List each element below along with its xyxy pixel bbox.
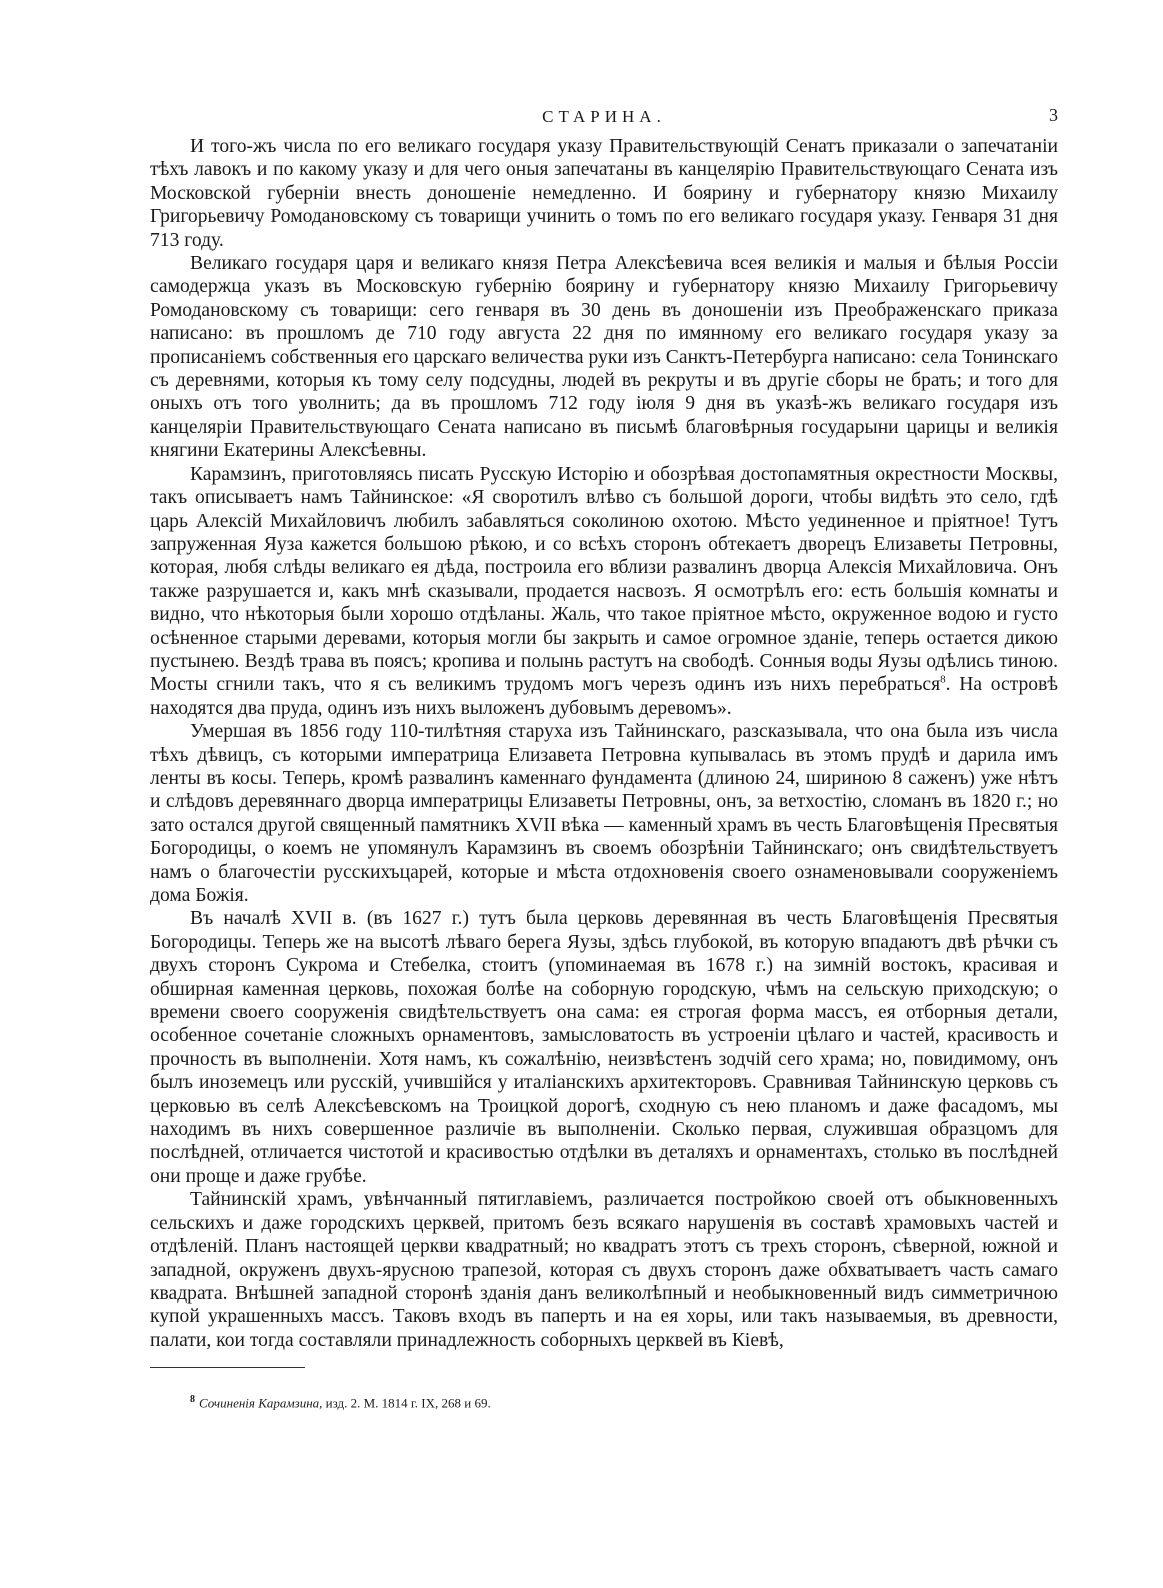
page-header (150, 95, 1058, 135)
paragraph-5: Въ началѣ XVII в. (въ 1627 г.) тутъ была церковь деревянная въ честь Благовѣщенія Пресвятыя Богородицы. Теперь же на высотѣ лѣваго берега Яузы, здѣсь глубокой, въ которую впадаютъ двѣ рѣчки съ двухъ сторонъ Сукрома и Стебелка, стоитъ (упоминаемая въ 1678 г.) на зимній востокъ, красивая и обширная каменная церковь, похожая болѣе на соборную городскую, чѣмъ на сельскую приходскую; о времени своего сооруженія свидѣтельствуетъ она сама: ея строгая форма массъ, ея отборныя детали, особенное сочетаніе сложныхъ орнаментовъ, замысловатость въ устроеніи цѣлаго и частей, красивость и прочность въ выполненіи. Хотя намъ, къ сожалѣнію, неизвѣстенъ зодчій сего храма; но, повидимому, онъ былъ иноземецъ или русскій, учившійся у италіанскихъ архитекторовъ. Сравнивая Тайнинскую церковь съ церковью въ селѣ Алексѣевскомъ на Троицкой дорогѣ, сходную съ нею планомъ и даже фасадомъ, мы находимъ въ нихъ совершенное различіе въ выполненіи. Сколько первая, служившая образцомъ для послѣдней, отличается чистотой и красивостью отдѣлки въ деталяхъ и орнаментахъ, столько въ послѣдней они проще и даже грубѣе. (150, 908, 1058, 1187)
paragraph-3 (150, 463, 1058, 720)
paragraph-1: И того-жъ числа по его великаго государя указу Правительствующій Сенатъ приказали о запечатаніи тѣхъ лавокъ и по какому указу и для чего оныя запечатаны въ канцелярію Правительствующаго Сената изъ Московской губерніи внесть доношеніе немедленно. И боярину и губернатору князю Михаилу Григорьевичу Ромодановскому съ товарищи учинить о томъ по его великаго государя указу. Генваря 31 дня 713 году. (150, 136, 1058, 251)
footnote-divider (150, 1367, 305, 1368)
footnote (190, 1394, 491, 1411)
footnote-details: изд. 2. М. 1814 г. IX, 268 и 69. (325, 1395, 491, 1411)
paragraph-4: Умершая въ 1856 году 110-тилѣтняя старуха изъ Тайнинскаго, разсказывала, что она была изъ числа тѣхъ дѣвицъ, съ которыми императрица Елизавета Петровна купывалась въ этомъ прудѣ и дарила имъ ленты въ косы. Теперь, кромѣ развалинъ каменнаго фундамента (длиною 24, шириною 8 саженъ) уже нѣтъ и слѣдовъ деревяннаго дворца императрицы Елизаветы Петровны, онъ, за ветхостію, сломанъ въ 1820 г.; но зато остался другой священный памятникъ XVII вѣка — каменный храмъ въ честь Благовѣщенія Пресвятыя Богородицы, о коемъ не упомянулъ Карамзинъ въ своемъ обозрѣніи Тайнинскаго; онъ свидѣтельствуетъ намъ о благочестіи русскихъцарей, которые и мѣста отдохновенія своего ознаменовывали сооруженіемъ дома Божія. (150, 721, 1058, 906)
running-title: СТАРИНА. (542, 107, 666, 126)
paragraph-3-text: Карамзинъ, приготовляясь писать Русскую Исторію и обозрѣвая достопамятныя окрестности Москвы, такъ описываетъ намъ Тайнинское: «Я своротилъ влѣво съ большой дороги, чтобы видѣть это село, гдѣ царь Алексій Михайловичъ любилъ забавляться соколиною охотою. Мѣсто уединенное и пріятное! Тутъ запруженная Яуза кажется большою рѣкою, и со всѣхъ сторонъ обтекаетъ дворецъ Елизаветы Петровны, которая, любя слѣды великаго ея дѣда, построила его вблизи развалинъ дворца Алексія Михайловича. Онъ также разрушается и, какъ мнѣ сказывали, продается насвозъ. Я осмотрѣлъ его: есть большія комнаты и видно, что нѣкоторыя были хорошо отдѣланы. Жаль, что такое пріятное мѣсто, окруженное водою и густо осѣненное старыми деревами, которыя могли бы закрыть и самое огромное зданіе, теперь остается дикою пустынею. Вездѣ трава въ поясъ; кропива и полынь растутъ на свободѣ. Сонныя воды Яузы одѣлись тиною. Мосты сгнили такъ, что я съ великимъ трудомъ могъ черезъ одинъ изъ нихъ перебраться (150, 463, 1058, 696)
paragraph-6: Тайнинскій храмъ, увѣнчанный пятиглавіемъ, различается постройкою своей отъ обыкновенныхъ сельскихъ и даже городскихъ церквей, притомъ безъ всякаго нарушенія въ составѣ храмовыхъ частей и отдѣленій. Планъ настоящей церкви квадратный; но квадратъ этотъ съ трехъ сторонъ, сѣверной, южной и западной, окруженъ двухъ-ярусною трапезой, которая съ двухъ сторонъ даже обхватываетъ часть самаго квадрата. Внѣшней западной сторонѣ зданія данъ великолѣпный и необыкновенный видъ симметричною купой украшенныхъ массъ. Таковъ входъ въ паперть и на ея хоры, или такъ называемыя, въ древности, палати, кои тогда составляли принадлежность соборныхъ церквей въ Кіевѣ, (150, 1189, 1058, 1351)
page (150, 95, 1058, 1352)
paragraph-2: Великаго государя царя и великаго князя Петра Алексѣевича всея великія и малыя и бѣлыя Россіи самодержца указъ въ Московскую губернію боярину и губернатору князю Михаилу Григорьевичу Ромодановскому съ товарищи: сего генваря въ 30 день въ доношеніи изъ Преображенскаго приказа написано: въ прошломъ де 710 году августа 22 дня по имянному его великаго государя указу за прописаніемъ собственныя его царскаго величества руки изъ Санктъ-Петербурга написано: села Тонинскаго съ деревнями, которыя къ тому селу подсудны, людей въ рекруты и въ другіе сборы не брать; и того для оныхъ отъ того уволнить; да въ прошломъ 712 году іюля 9 дня въ указѣ-жъ великаго государя изъ канцеляріи Правительствующаго Сената написано въ письмѣ благовѣрныя государыни царицы и великія княгини Екатерины Алексѣевны. (150, 253, 1058, 462)
body-text (150, 135, 1058, 1352)
footnote-title: Сочиненія Карамзина, (199, 1395, 323, 1411)
footnote-reference: 8 (940, 673, 946, 686)
page-number: 3 (1049, 105, 1058, 125)
paragraph-3-tail: . На островѣ находятся два пруда, одинъ изъ нихъ выложенъ дубовымъ деревомъ». (150, 674, 1058, 719)
footnote-marker: 8 (190, 1394, 195, 1405)
